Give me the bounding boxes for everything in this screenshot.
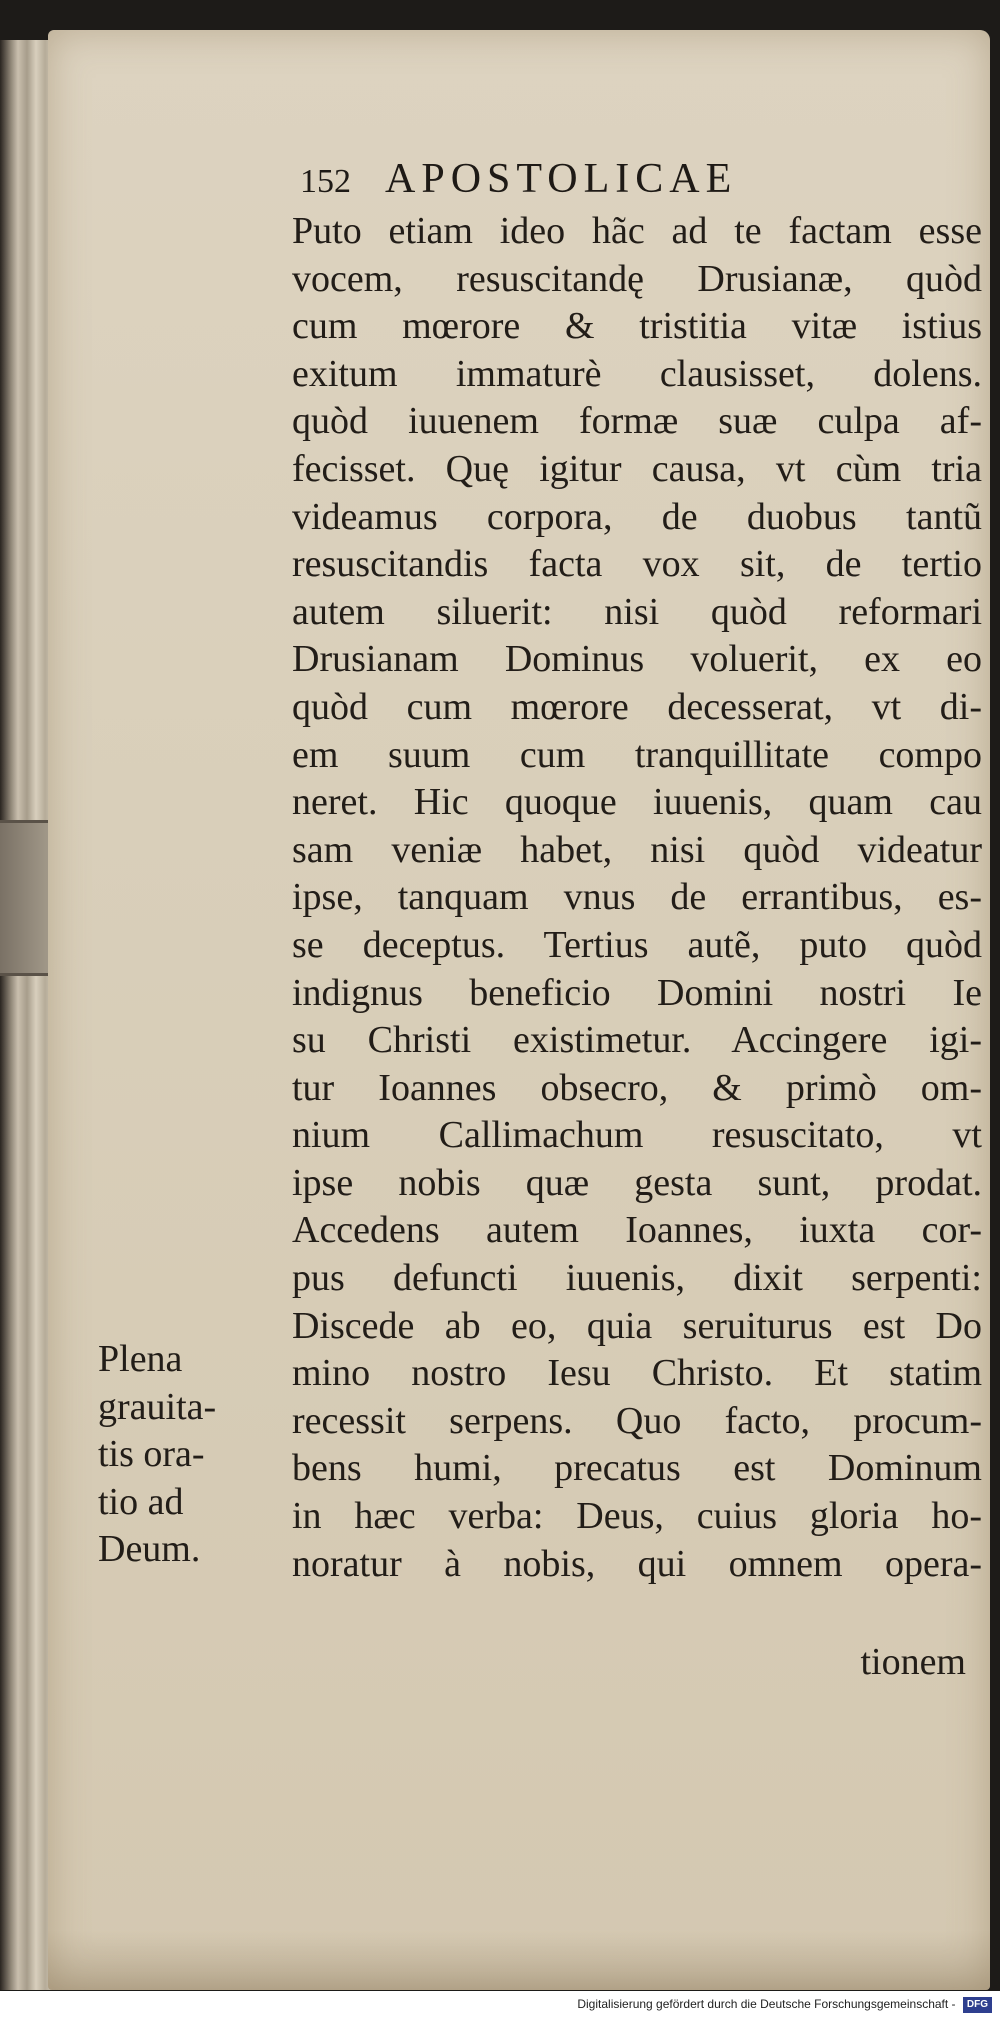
body-text [292,208,982,1588]
digitization-footer [0,1991,1000,2017]
text-line: pus defuncti iuuenis, dixit serpenti: [292,1257,982,1300]
marginal-note [98,1336,216,1574]
catchword: tionem [860,1641,966,1683]
text-line: mino nostro Iesu Christo. Et statim [292,1352,982,1395]
text-line: exitum immaturè clausisset, dolens. [292,352,982,395]
text-line: indignus beneficio Domini nostri Ie [292,971,982,1014]
text-line: neret. Hic quoque iuuenis, quam cau [292,781,982,824]
text-line: su Christi existimetur. Accingere igi- [292,1019,982,1062]
footer-credit: Digitalisierung gefördert durch die Deutsche Forschungsgemeinschaft - [577,1997,956,2011]
text-line: sam veniæ habet, nisi quòd videatur [292,828,982,871]
text-line: bens humi, precatus est Dominum [292,1447,982,1490]
text-line: videamus corpora, de duobus tantũ [292,495,982,538]
running-title: APOSTOLICAE [385,156,738,202]
text-line: Discede ab eo, quia seruiturus est Do [292,1304,982,1347]
marginal-note-line: Deum. [98,1528,201,1570]
text-line: Accedens autem Ioannes, iuxta cor- [292,1209,982,1252]
text-line: resuscitandis facta vox sit, de tertio [292,543,982,586]
text-line: quòd cum mœrore decesserat, vt di- [292,685,982,728]
text-line: vocem, resuscitandę Drusianæ, quòd [292,257,982,300]
text-line: Drusianam Dominus voluerit, ex eo [292,638,982,681]
dfg-logo: DFG [963,1997,992,2013]
text-line: autem siluerit: nisi quòd reformari [292,590,982,633]
text-line: fecisset. Quę igitur causa, vt cùm tria [292,447,982,490]
text-line: tur Ioannes obsecro, & primò om- [292,1066,982,1109]
text-line: nium Callimachum resuscitato, vt [292,1114,982,1157]
marginal-note-line: tis ora- [98,1433,205,1475]
text-line: recessit serpens. Quo facto, procum- [292,1399,982,1442]
text-line: Puto etiam ideo hãc ad te factam esse [292,210,982,252]
marginal-note-line: Plena [98,1338,183,1380]
page-number: 152 [300,163,351,200]
text-line: noratur à nobis, qui omnem opera- [292,1542,982,1585]
marginal-note-line: tio ad [98,1480,184,1523]
text-line: quòd iuuenem formæ suæ culpa af- [292,400,982,443]
text-line: se deceptus. Tertius autẽ, puto quòd [292,923,982,966]
text-line: ipse, tanquam vnus de errantibus, es- [292,876,982,919]
text-line: cum mœrore & tristitia vitæ istius [292,305,982,348]
text-line: em suum cum tranquillitate compo [292,733,982,776]
running-head [300,155,737,203]
text-line: ipse nobis quæ gesta sunt, prodat. [292,1161,982,1204]
text-line: in hæc verba: Deus, cuius gloria ho- [292,1495,982,1538]
marginal-note-line: grauita- [98,1385,217,1428]
